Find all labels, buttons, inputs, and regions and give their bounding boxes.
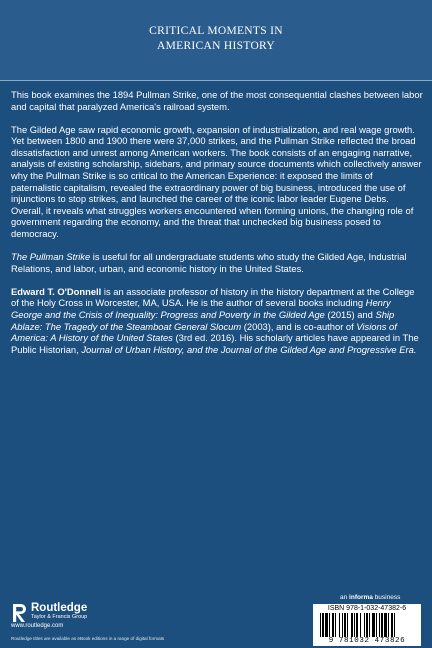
informa-business-mark (340, 594, 400, 601)
header-divider (0, 80, 432, 81)
blurb-paragraph-1: This book examines the 1894 Pullman Strike, one of the most consequential clashes between labor and capital that paralyzed America's railroad system. (11, 89, 423, 112)
informa-brand: informa (349, 594, 373, 601)
bio-text-3: (2003), and is co-author of (241, 320, 357, 332)
ebook-note: Routledge titles are available as eBook editions in a range of digital formats (11, 636, 165, 641)
informa-prefix: an (340, 594, 350, 601)
isbn-barcode-box (313, 604, 421, 646)
bio-book-1: Henry George and the Crisis of Inequality: Progress and Poverty in the Gilded Age (11, 297, 391, 320)
publisher-name: Routledge (31, 602, 88, 614)
blurb-paragraph-2: The Gilded Age saw rapid economic growth, expansion of industrialization, and real wage growth. Yet between 1800 and 1900 there were 37,000 strikes, and the Pullman Strike reflected the broad dissatisfaction and unrest among American workers. The book consists of an engaging narrative, analysis of existing scholarship, sidebars, and primary source documents which collectively answer why the Pullman Strike is so critical to the American Experience: it exposed the limits of paternalistic capitalism, revealed the extraordinary power of big business, introduced the use of injunctions to stop strikes, and launched the career of the iconic labor leader Eugene Debs. Overall, it reveals what struggles workers encountered when forming unions, the changing role of government regarding the economy, and the threat that unchecked big business posed to democracy. (11, 123, 422, 240)
series-title-line2: AMERICAN HISTORY (156, 40, 275, 52)
author-bio (11, 286, 423, 356)
blurb-paragraph-3-text: is useful for all undergraduate students who study the Gilded Age, Industrial Relations, and labor, urban, and economic history in the United States. (11, 251, 407, 274)
publisher-logo (11, 603, 151, 625)
barcode-icon (319, 613, 415, 637)
book-title-italic: The Pullman Strike (11, 251, 91, 263)
series-header-band (0, 0, 432, 80)
series-title-line1: CRITICAL MOMENTS IN (149, 25, 283, 37)
publisher-group: Taylor & Francis Group (31, 614, 88, 620)
bio-text-1: is an associate professor of history in the history department at the College of the Holy Cross in Worcester, MA, USA. He is the author of several books including (11, 285, 415, 309)
blurb-paragraph-3 (11, 251, 423, 274)
series-title (0, 24, 432, 54)
author-name: Edward T. O'Donnell (11, 285, 102, 297)
bio-text-2: (2015) and (324, 309, 376, 320)
barcode-digits: 9 781032 473826 (328, 637, 406, 645)
bio-text-4: (3rd ed. 2016). His scholarly articles have appeared in The Public Historian, (11, 332, 419, 355)
bio-book-2: Ship Ablaze: The Tragedy of the Steamboat General Slocum (11, 309, 395, 332)
publisher-url: www.routledge.com (11, 623, 64, 629)
bio-journals: Journal of Urban History, and the Journal of the Gilded Age and Progressive Era. (81, 343, 417, 355)
routledge-logo-icon (11, 603, 28, 623)
informa-suffix: business (372, 594, 401, 601)
blurb-text (11, 89, 423, 367)
isbn-number: ISBN 978-1-032-47382-6 (327, 605, 407, 612)
bio-book-3: Visions of America: A History of the United States (11, 320, 397, 344)
